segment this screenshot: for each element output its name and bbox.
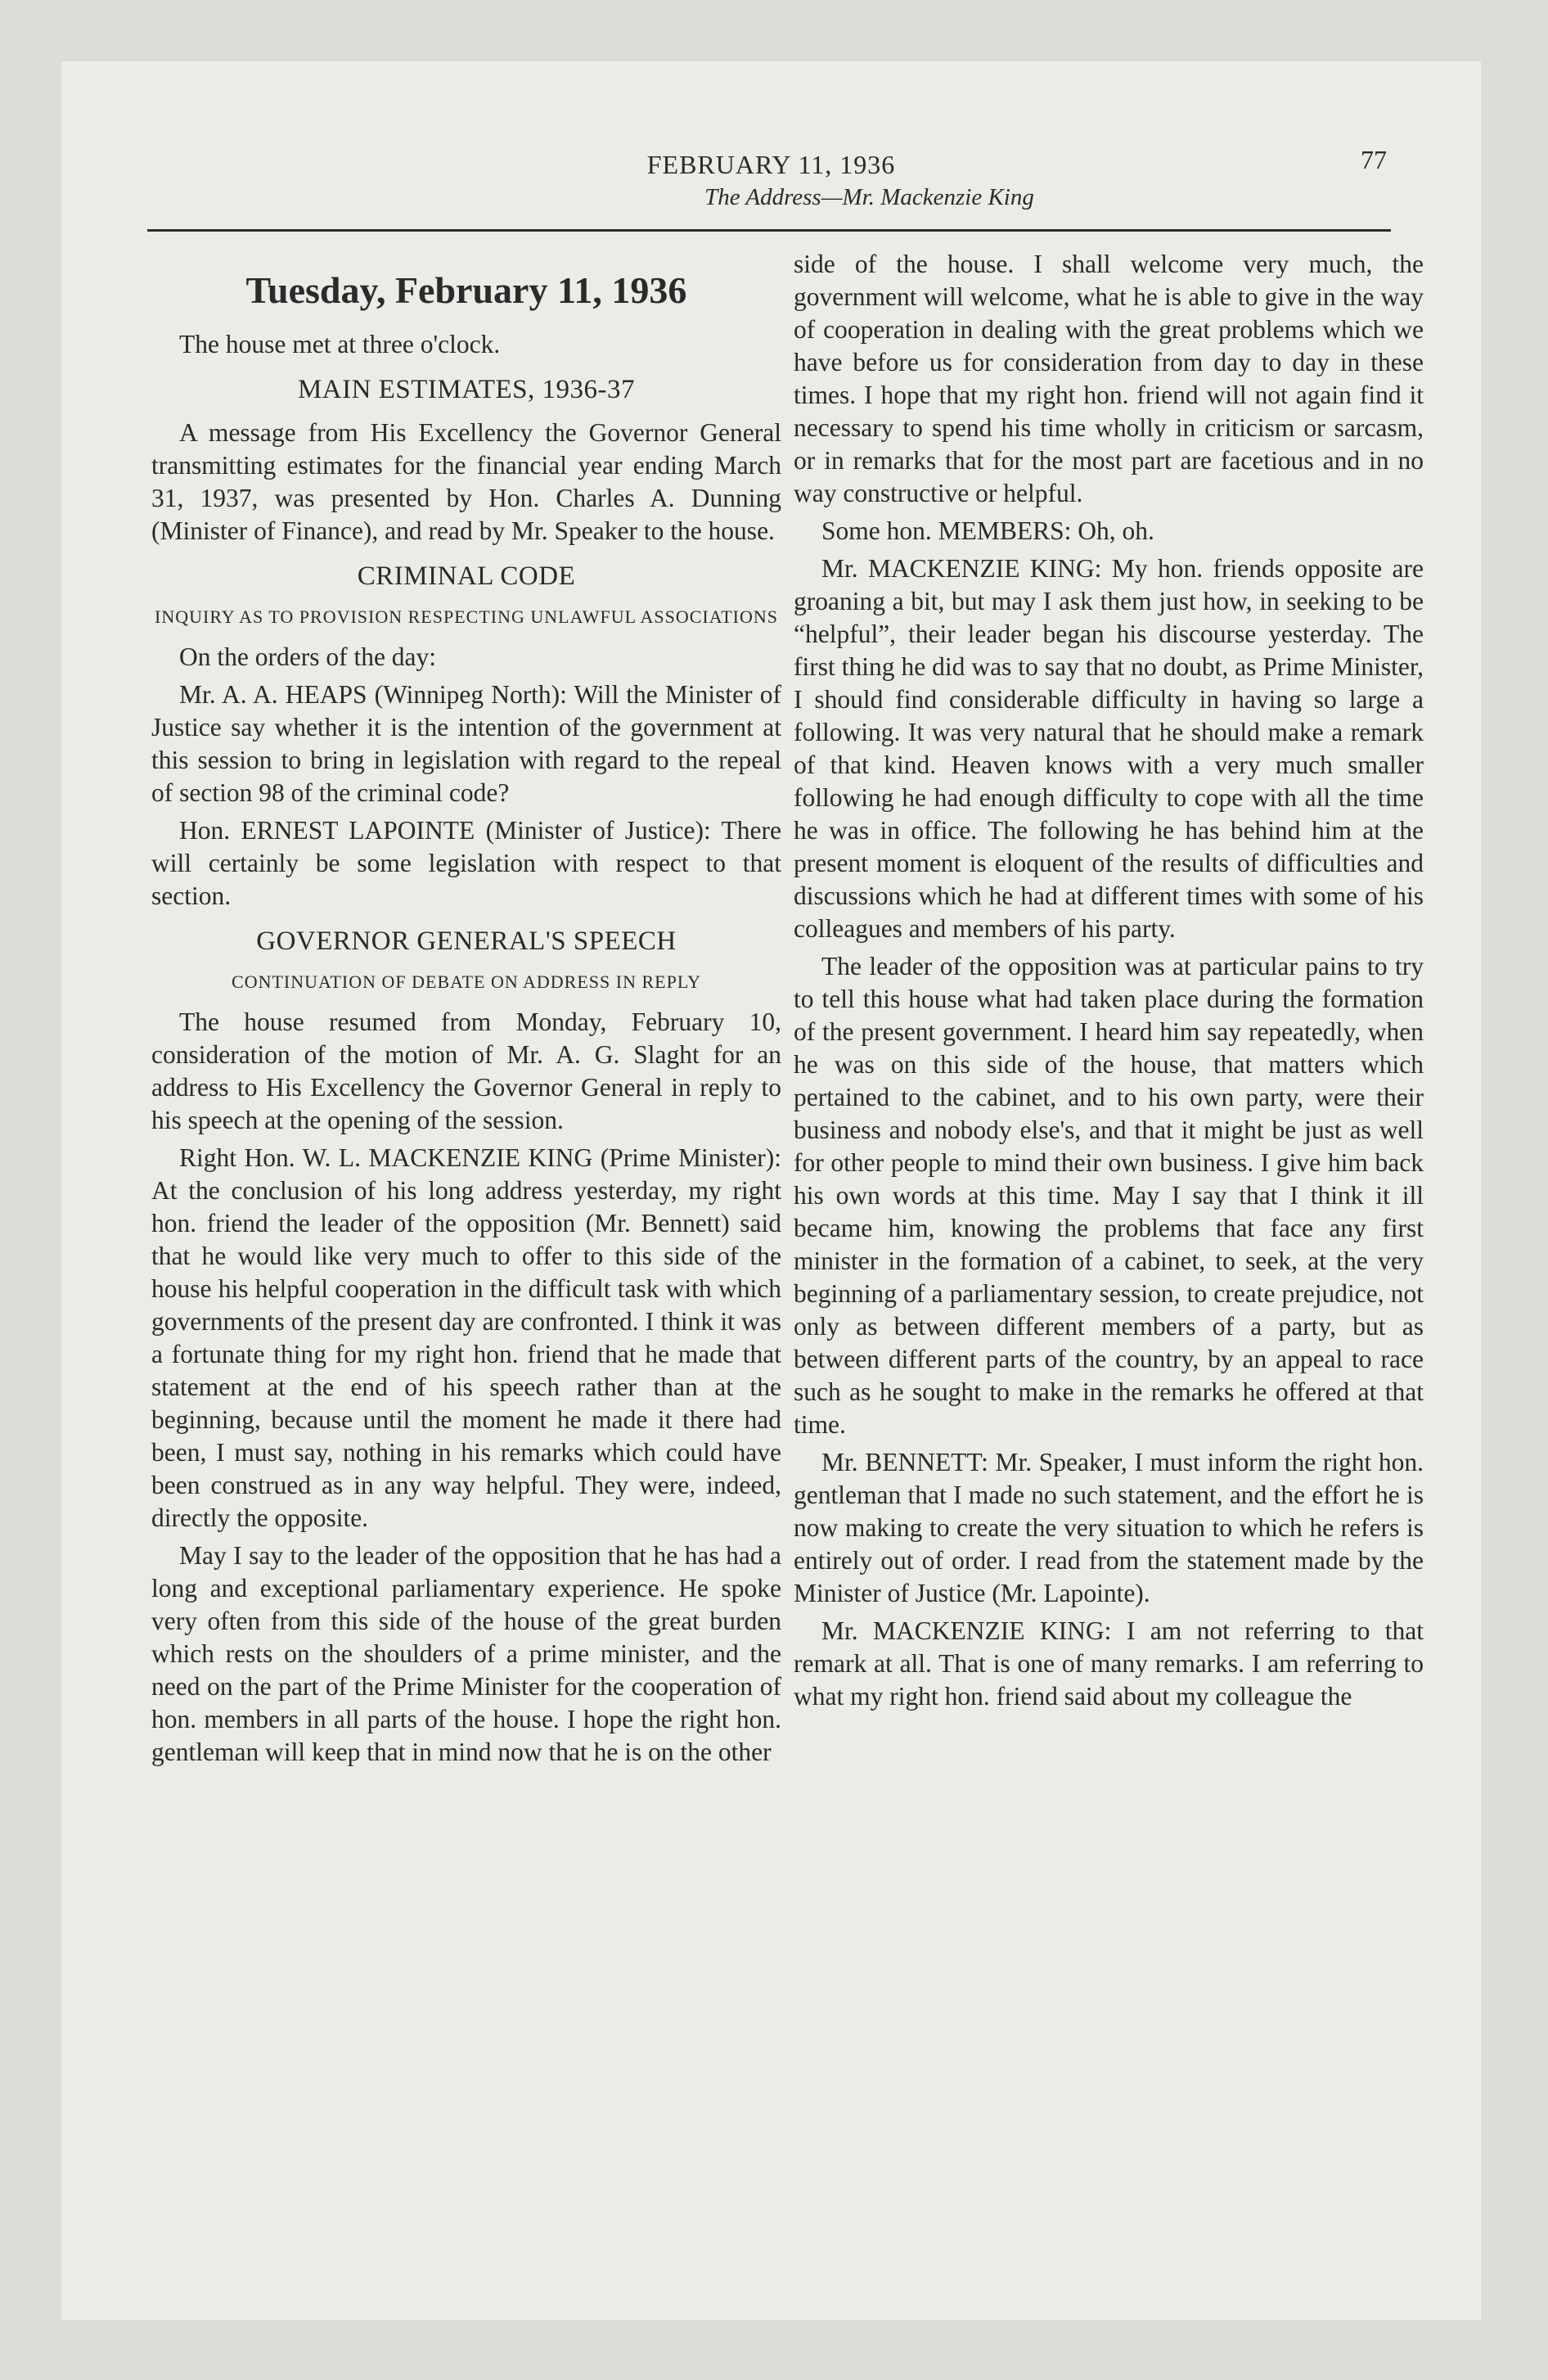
paragraph: The house met at three o'clock. (179, 330, 501, 358)
paragraph: side of the house. I shall welcome very much, the government will welcome, what he is able to give in the way of cooperation in dealing with the great problems which we have before us for consideration from day to day in these times. I hope that my right hon. friend will not again find it necessary to spend his time wholly in criticism or sarcasm, or in remarks that for the most part are facetious and in no way constructive or helpful. (794, 250, 1424, 507)
paragraph: Hon. ERNEST LAPOINTE (Minister of Justice): There will certainly be some legislation with respect to that section. (151, 816, 781, 910)
paragraph: May I say to the leader of the opposition that he has had a long and exceptional parliamentary experience. He spoke very often from this side of the house of the great burden which rests on the shoulders of a prime minister, and the need on the part of the Prime Minister for the cooperation of hon. members in all parts of the house. I hope the right hon. gentleman will keep that in mind now that he is on the other (151, 1541, 781, 1766)
paragraph: On the orders of the day: (179, 642, 437, 671)
paragraph: A message from His Excellency the Governor General transmitting estimates for the financial year ending March 31, 1937, was presented by Hon. Charles A. Dunning (Minister of Finance), and read by Mr. Speaker to the house. (151, 418, 781, 545)
paragraph: The house resumed from Monday, February 10, consideration of the motion of Mr. A. G. Slaght for an address to His Excellency the Governor General in reply to his speech at the opening of the session. (151, 1007, 781, 1134)
paragraph: Right Hon. W. L. MACKENZIE KING (Prime Minister): At the conclusion of his long address yesterday, my right hon. friend the leader of the opposition (Mr. Bennett) said that he would like very much to offer to this side of the house his helpful cooperation in the difficult task with which governments of the present day are confronted. I think it was a fortunate thing for my right hon. friend that he made that statement at the end of his speech rather than at the beginning, because until the moment he made it there had been, I must say, nothing in his remarks which could have been construed as in any way helpful. They were, indeed, directly the opposite. (151, 1143, 781, 1532)
header-rule (147, 229, 1391, 232)
section-title: CRIMINAL CODE (357, 561, 576, 591)
paragraph: Some hon. MEMBERS: Oh, oh. (821, 516, 1154, 545)
page-number: 77 (1361, 145, 1387, 174)
day-title: Tuesday, February 11, 1936 (245, 269, 687, 311)
section-subtitle: CONTINUATION OF DEBATE ON ADDRESS IN REPLY (232, 971, 701, 992)
paragraph: Mr. MACKENZIE KING: My hon. friends opposite are groaning a bit, but may I ask them just how, in seeking to be “helpful”, their leader began his discourse yesterday. The first thing he did was to say that no doubt, as Prime Minister, I should find considerable difficulty in having so large a following. It was very natural that he should make a remark of that kind. Heaven knows with a very much smaller following he had enough difficulty to cope with all the time he was in office. The following he has behind him at the present moment is eloquent of the results of difficulties and discussions which he had at different times with some of his colleagues and members of his party. (794, 554, 1424, 943)
left-column (151, 248, 781, 1774)
paragraph: Mr. MACKENZIE KING: I am not referring to that remark at all. That is one of many remarks. I am referring to what my right hon. friend said about my colleague the (794, 1616, 1424, 1711)
running-header-subtitle: The Address—Mr. Mackenzie King (704, 184, 1034, 210)
paragraph: The leader of the opposition was at particular pains to try to tell this house what had taken place during the formation of the present government. I heard him say repeatedly, when he was on this side of the house, that matters which pertained to the cabinet, and to his own party, were their business and nobody else's, and that it might be just as well for other people to mind their own business. I give him back his own words at this time. May I say that I think it ill became him, knowing the problems that face any first minister in the formation of a cabinet, to seek, at the very beginning of a parliamentary session, to create prejudice, not only as between different members of a party, but as between different parts of the country, by an appeal to race such as he sought to make in the remarks he offered at that time. (794, 952, 1424, 1439)
section-subtitle: INQUIRY AS TO PROVISION RESPECTING UNLAWFUL ASSOCIATIONS (155, 606, 778, 627)
right-column (794, 248, 1424, 1718)
document-page (61, 61, 1481, 2320)
running-header-date: FEBRUARY 11, 1936 (646, 150, 896, 179)
paragraph: Mr. BENNETT: Mr. Speaker, I must inform the right hon. gentleman that I made no such statement, and the effort he is now making to create the very situation to which he refers is entirely out of order. I read from the statement made by the Minister of Justice (Mr. Lapointe). (794, 1448, 1424, 1607)
section-title: MAIN ESTIMATES, 1936-37 (297, 375, 636, 404)
paragraph: Mr. A. A. HEAPS (Winnipeg North): Will the Minister of Justice say whether it is the intention of the government at this session to bring in legislation with regard to the repeal of section 98 of the criminal code? (151, 680, 781, 807)
section-title: GOVERNOR GENERAL'S SPEECH (256, 926, 677, 956)
